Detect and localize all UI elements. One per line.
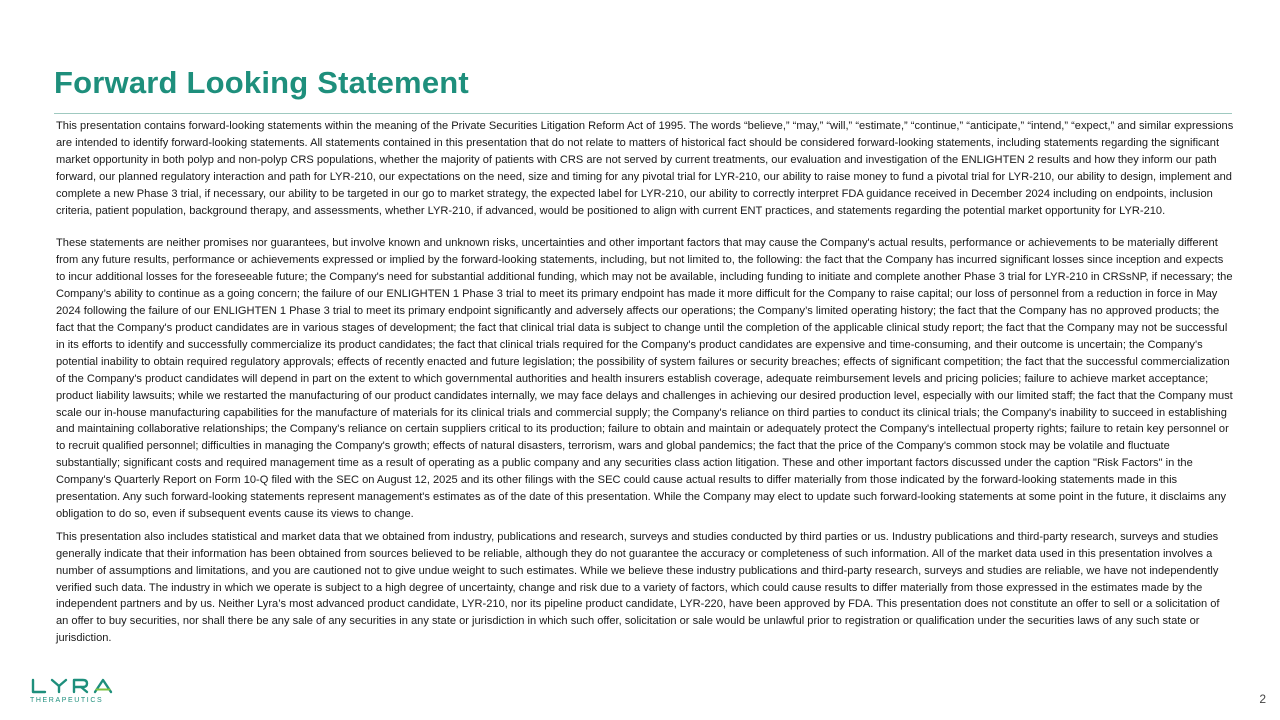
title-divider xyxy=(54,113,1232,114)
paragraph-risk-factors: These statements are neither promises nor guarantees, but involve known and unknown risks, uncertainties and other important factors that may cause the Company's actual results, performance or achievements to be materially different from any future results, performance or achievements expressed or implied by the forward-looking statements, including, but not limited to, the following: the fact that the Company has incurred significant losses since inception and expects to incur additional losses for the foreseeable future; the Company's need for substantial additional funding, which may not be available, including funding to initiate and complete another Phase 3 trial for LYR-210 in CRSsNP, if necessary; the Company’s ability to continue as a going concern; the failure of our ENLIGHTEN 1 Phase 3 trial to meet its primary endpoint has made it more difficult for the Company to raise capital; our loss of personnel from a reduction in force in May 2024 following the failure of our ENLIGHTEN 1 Phase 3 trial to meet its primary endpoint significantly and adversely affects our operations; the Company’s limited operating history; the fact that the Company has no approved products; the fact that the Company's product candidates are in various stages of development; the fact that clinical trial data is subject to change until the completion of the applicable clinical study report; the fact that the Company may not be successful in its efforts to identify and successfully commercialize its product candidates; the fact that clinical trials required for the Company's product candidates are expensive and time-consuming, and their outcome is uncertain; the Company's potential inability to obtain required regulatory approvals; effects of recently enacted and future legislation; the possibility of system failures or security breaches; effects of significant competition; the fact that the successful commercialization of the Company's product candidates will depend in part on the extent to which governmental authorities and health insurers establish coverage, adequate reimbursement levels and pricing policies; failure to achieve market acceptance; product liability lawsuits; while we restarted the manufacturing of our product candidates internally, we may face delays and challenges in achieving our desired production level, especially with our limited staff; the fact that the Company must scale our in-house manufacturing capabilities for the manufacture of materials for its clinical trials and commercial supply; the Company's reliance on third parties to conduct its clinical trials; the Company's inability to succeed in establishing and maintaining collaborative relationships; the Company's reliance on certain suppliers critical to its production; failure to obtain and maintain or adequately protect the Company's intellectual property rights; failure to retain key personnel or to recruit qualified personnel; difficulties in managing the Company's growth; effects of natural disasters, terrorism, wars and global pandemics; the fact that the price of the Company's common stock may be volatile and fluctuate substantially; significant costs and required management time as a result of operating as a public company and any securities class action litigation. These and other important factors discussed under the caption "Risk Factors" in the Company's Quarterly Report on Form 10-Q filed with the SEC on August 12, 2025 and its other filings with the SEC could cause actual results to differ materially from those indicated by the forward-looking statements made in this presentation. Any such forward-looking statements represent management's estimates as of the date of this presentation. While the Company may elect to update such forward-looking statements at some point in the future, it disclaims any obligation to do so, even if subsequent events cause its views to change. xyxy=(56,237,1233,520)
page-title: Forward Looking Statement xyxy=(54,65,469,100)
paragraph-market-data: This presentation also includes statistical and market data that we obtained from industry, publications and research, surveys and studies conducted by third parties or us. Industry publications and third-party research, surveys and studies generally indicate that their information has been obtained from sources believed to be reliable, although they do not guarantee the accuracy or completeness of such information. All of the market data used in this presentation involves a number of assumptions and limitations, and you are cautioned not to give undue weight to such estimates. While we believe these industry publications and third-party research, surveys and studies are reliable, we have not independently verified such data. The industry in which we operate is subject to a high degree of uncertainty, change and risk due to a variety of factors, which could cause results to differ materially from those expressed in the estimates made by the independent partners and by us. Neither Lyra’s most advanced product candidate, LYR-210, nor its pipeline product candidate, LYR-220, have been approved by FDA. This presentation does not constitute an offer to sell or a solicitation of an offer to buy securities, nor shall there be any sale of any securities in any state or jurisdiction in which such offer, solicitation or sale would be unlawful prior to registration or qualification under the securities laws of any such state or jurisdiction. xyxy=(56,530,1220,645)
paragraph-forward-looking: This presentation contains forward-looking statements within the meaning of the Private Securities Litigation Reform Act of 1995. The words “believe,” “may,” “will,” “estimate,” “continue,” “anticipate,” “intend,” “expect,” and similar expressions are intended to identify forward-looking statements. All statements contained in this presentation that do not relate to matters of historical fact should be considered forward-looking statements, including statements regarding the significant market opportunity in both polyp and non-polyp CRS populations, whether the majority of patients with CRS are not served by current treatments, our evaluation and investigation of the ENLIGHTEN 2 results and how they inform our path forward, our planned regulatory interaction and path for LYR-210, our expectations on the need, size and timing for any pivotal trial for LYR-210, our ability to raise money to fund a pivotal trial for LYR-210, our ability to design, implement and complete a new Phase 3 trial, if necessary, our ability to be targeted in our go to market strategy, the expected label for LYR-210, our ability to correctly interpret FDA guidance received in December 2024 including on endpoints, inclusion criteria, patient population, background therapy, and assessments, whether LYR-210, if advanced, would be positioned to align with current ENT practices, and statements regarding the potential market opportunity for LYR-210. xyxy=(56,120,1234,217)
company-logo xyxy=(30,678,122,708)
lyra-logo-mark xyxy=(30,678,118,694)
logo-subtitle: THERAPEUTICS xyxy=(30,697,104,704)
disclaimer-body xyxy=(56,118,1234,647)
page-number: 2 xyxy=(1259,692,1266,706)
